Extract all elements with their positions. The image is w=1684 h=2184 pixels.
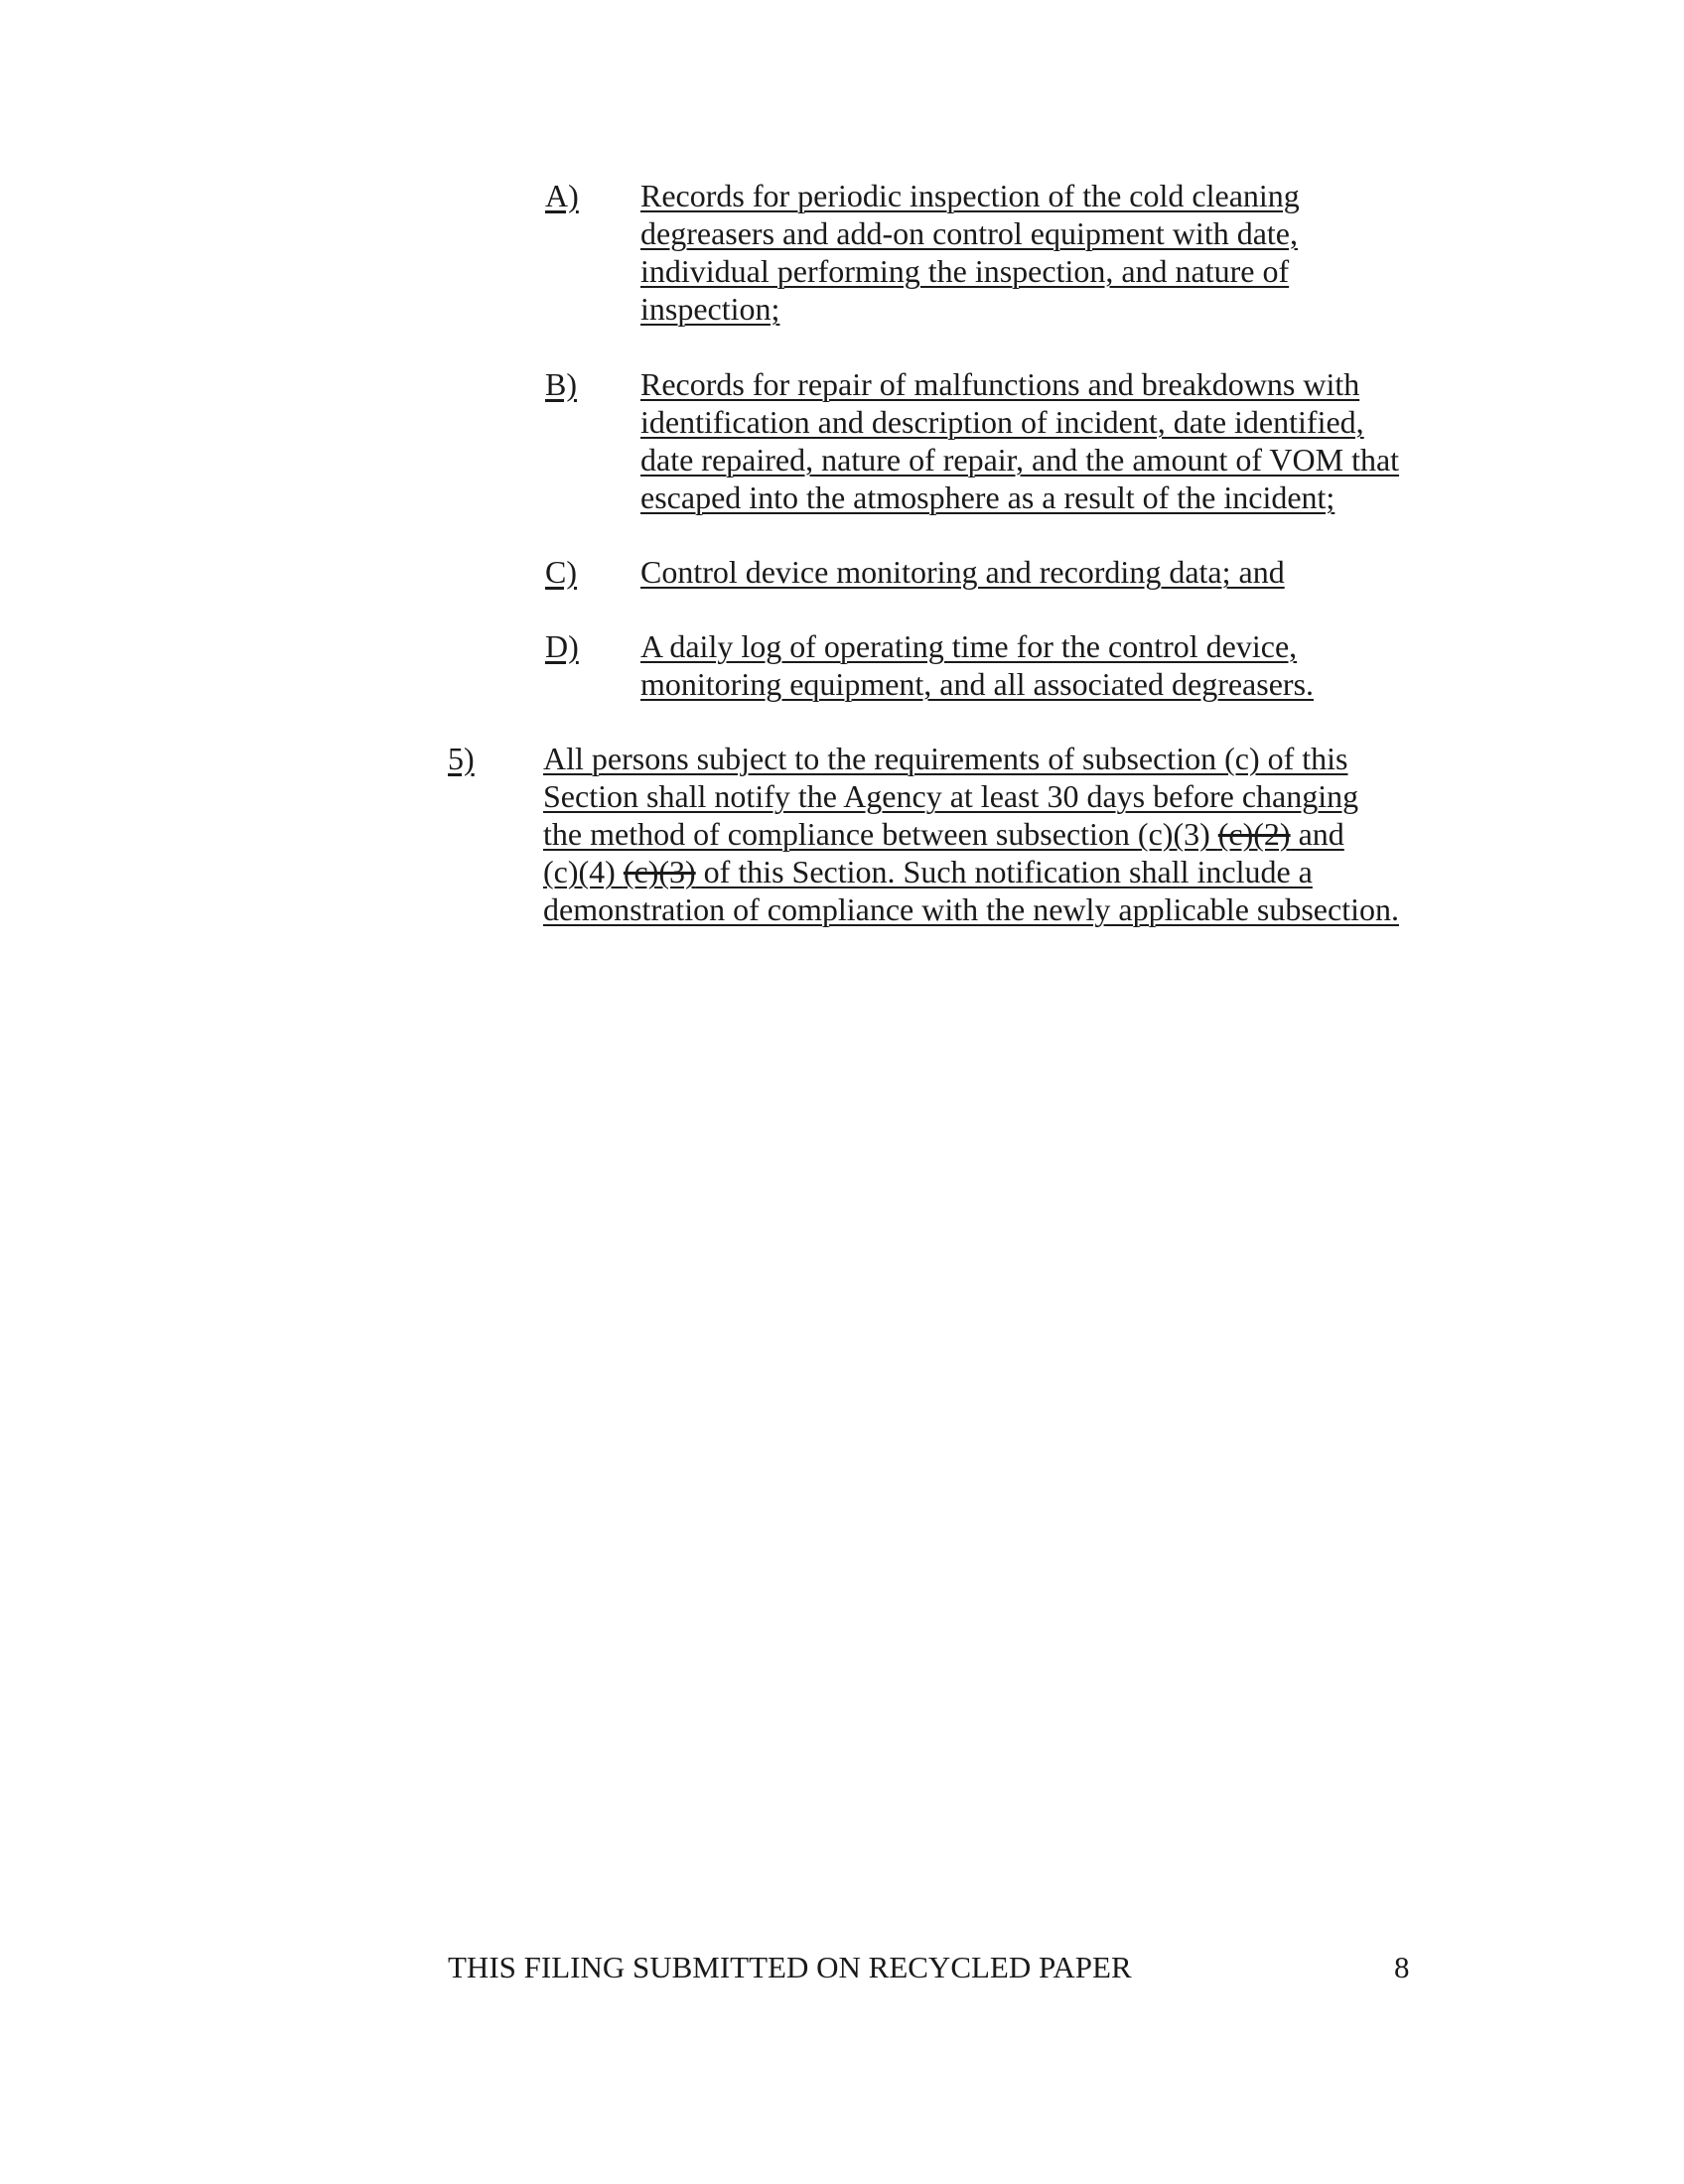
text-line <box>543 853 1536 890</box>
text-line: All persons subject to the requirements of subsection (c) of this <box>543 741 1348 776</box>
text-segment: of this Section. Such notification shall include a <box>695 854 1313 889</box>
text-line <box>543 815 1536 853</box>
text-line: demonstration of compliance with the newly applicable subsection. <box>543 891 1399 927</box>
text-segment: (c)(4) <box>543 854 624 889</box>
item-text <box>640 177 1534 328</box>
text-segment: and <box>1290 816 1344 852</box>
text-line: Section shall notify the Agency at least 30 days before changing <box>543 778 1359 814</box>
item-marker: C) <box>545 554 577 590</box>
footer-text: THIS FILING SUBMITTED ON RECYCLED PAPER <box>448 1950 1132 1984</box>
text-line: monitoring equipment, and all associated degreasers. <box>640 666 1315 702</box>
item-marker: B) <box>545 366 577 402</box>
text-line: degreasers and add-on control equipment with date, <box>640 215 1298 251</box>
text-line: Records for periodic inspection of the cold cleaning <box>640 178 1300 213</box>
text-line: Control device monitoring and recording data; and <box>640 554 1285 590</box>
text-line: identification and description of incident, date identified, <box>640 404 1364 440</box>
text-line: individual performing the inspection, and nature of <box>640 253 1290 289</box>
item-text <box>640 627 1534 703</box>
item-marker: D) <box>545 628 579 664</box>
text-line: A daily log of operating time for the control device, <box>640 628 1298 664</box>
struck-text: (c)(3) <box>623 854 696 889</box>
item-marker: 5) <box>448 741 475 776</box>
item-text <box>640 365 1534 516</box>
item-text <box>640 553 1534 591</box>
text-line: Records for repair of malfunctions and breakdowns with <box>640 366 1360 402</box>
text-line: date repaired, nature of repair, and the amount of VOM that <box>640 442 1400 478</box>
item-marker: A) <box>545 178 579 213</box>
item-text <box>543 740 1536 928</box>
struck-text: (c)(2) <box>1217 816 1291 852</box>
text-segment: the method of compliance between subsection (c)(3) <box>543 816 1218 852</box>
text-line: escaped into the atmosphere as a result of the incident; <box>640 479 1335 515</box>
page-number: 8 <box>1394 1950 1410 1984</box>
text-line: inspection; <box>640 291 780 327</box>
